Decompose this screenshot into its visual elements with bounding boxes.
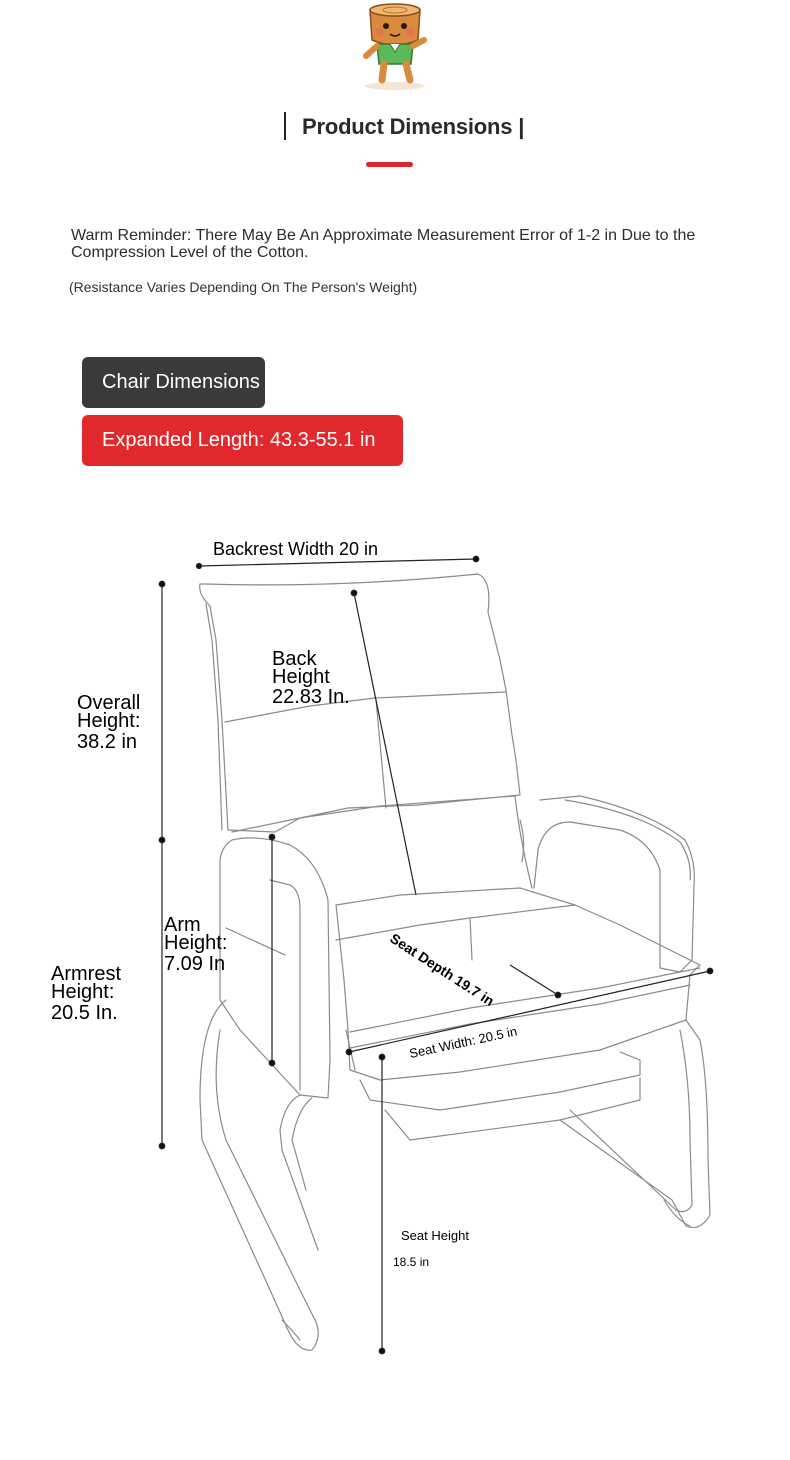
overall-height-line-1: Overall [77, 692, 141, 714]
overall-height-line-2: Height: [77, 710, 141, 732]
back-height-line-3: 22.83 In. [272, 686, 350, 708]
armrest-height-line-1: Armrest [51, 963, 121, 985]
overall-height-line-3: 38.2 in [77, 731, 138, 753]
title-underline [366, 162, 413, 167]
expanded-length-tab[interactable]: Expanded Length: 43.3-55.1 in [82, 415, 403, 466]
page-title: Product Dimensions | [302, 114, 525, 139]
seat-height-value: 18.5 in [393, 1255, 430, 1269]
resistance-note: (Resistance Varies Depending On The Person's Weight) [69, 279, 418, 295]
arm-height-line-3: 7.09 In [164, 953, 226, 975]
title-accent-bar [284, 112, 286, 140]
seat-width-label: Seat Width: 20.5 in [407, 1023, 519, 1061]
arm-height-line-1: Arm [164, 914, 201, 936]
armrest-height-line-3: 20.5 In. [51, 1002, 118, 1024]
arm-height-line-2: Height: [164, 932, 228, 954]
armrest-height-label [51, 965, 121, 1022]
backrest-width-label: Backrest Width 20 in [213, 539, 379, 559]
arm-height-label [164, 916, 227, 973]
back-height-label [272, 650, 350, 706]
back-height-line-2: Height [272, 666, 330, 688]
overall-height-label [77, 694, 140, 751]
tree-stump-mascot-icon [350, 0, 440, 92]
armrest-height-line-2: Height: [51, 981, 115, 1003]
chair-dimensions-tab[interactable]: Chair Dimensions [82, 357, 265, 408]
back-height-line-1: Back [272, 648, 317, 670]
seat-height-label: Seat Height [401, 1228, 469, 1243]
warm-reminder-text: Warm Reminder: There May Be An Approximate Measurement Error of 1-2 in Due to the Compression Level of the Cotton. [71, 227, 696, 261]
seat-depth-label: Seat Depth 19.7 in [387, 930, 498, 1010]
